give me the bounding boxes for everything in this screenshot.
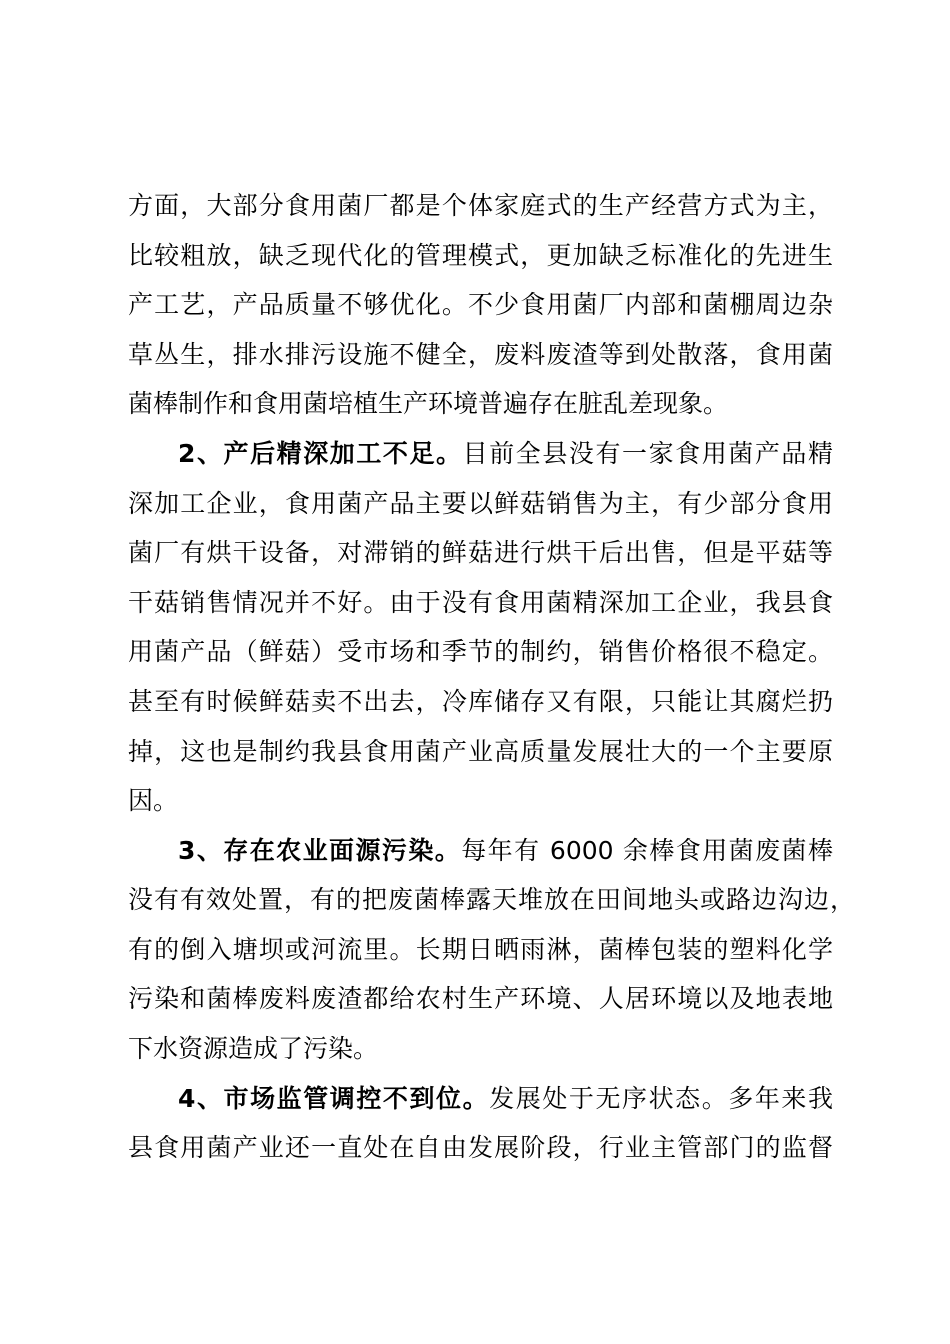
paragraph-3-line-5: 下水资源造成了污染。 [128,1034,379,1063]
paragraph-2-line-3: 菌厂有烘干设备，对滞销的鲜菇进行烘干后出售，但是平菇等 [128,538,833,567]
paragraph-2-line-1 [178,429,833,479]
paragraph-4-line-2: 县食用菌产业还一直处在自由发展阶段，行业主管部门的监督 [128,1133,833,1162]
paragraph-2-line-1-text: 目前全县没有一家食用菌产品精 [462,439,833,468]
paragraph-1-line-2: 比较粗放，缺乏现代化的管理模式，更加缺乏标准化的先进生 [128,241,833,270]
paragraph-3-line-4: 污染和菌棒废料废渣都给农村生产环境、人居环境以及地表地 [128,984,833,1013]
paragraph-2-line-4: 干菇销售情况并不好。由于没有食用菌精深加工企业，我县食 [128,588,833,617]
paragraph-4-line-1-text: 发展处于无序状态。多年来我 [489,1084,833,1113]
paragraph-3-line-2: 没有有效处置，有的把废菌棒露天堆放在田间地头或路边沟边， [128,885,855,914]
paragraph-3-line-1-text: 每年有 6000 余棒食用菌废菌棒 [461,836,833,865]
paragraph-2-line-6: 甚至有时候鲜菇卖不出去，冷库储存又有限，只能让其腐烂扔 [128,687,833,716]
paragraph-1-line-1: 方面，大部分食用菌厂都是个体家庭式的生产经营方式为主， [128,191,833,220]
paragraph-1-line-5: 菌棒制作和食用菌培植生产环境普遍存在脏乱差现象。 [128,389,729,418]
paragraph-3-line-1 [178,826,833,876]
paragraph-1-line-3: 产工艺，产品质量不够优化。不少食用菌厂内部和菌棚周边杂 [128,290,833,319]
paragraph-2-line-5: 用菌产品（鲜菇）受市场和季节的制约，销售价格很不稳定。 [128,637,833,666]
paragraph-2-line-8: 因。 [128,786,179,815]
paragraph-2-heading: 2、产后精深加工不足。 [178,439,463,468]
paragraph-4-heading: 4、市场监管调控不到位。 [178,1084,490,1113]
paragraph-3-heading: 3、存在农业面源污染。 [178,836,462,865]
paragraph-2-line-2: 深加工企业，食用菌产品主要以鲜菇销售为主，有少部分食用 [128,489,833,518]
paragraph-2-line-7: 掉，这也是制约我县食用菌产业高质量发展壮大的一个主要原 [128,737,833,766]
paragraph-4-line-1 [178,1074,833,1124]
paragraph-1-line-4: 草丛生，排水排污设施不健全，废料废渣等到处散落，食用菌 [128,340,833,369]
paragraph-3-line-3: 有的倒入塘坝或河流里。长期日晒雨淋，菌棒包装的塑料化学 [128,935,833,964]
